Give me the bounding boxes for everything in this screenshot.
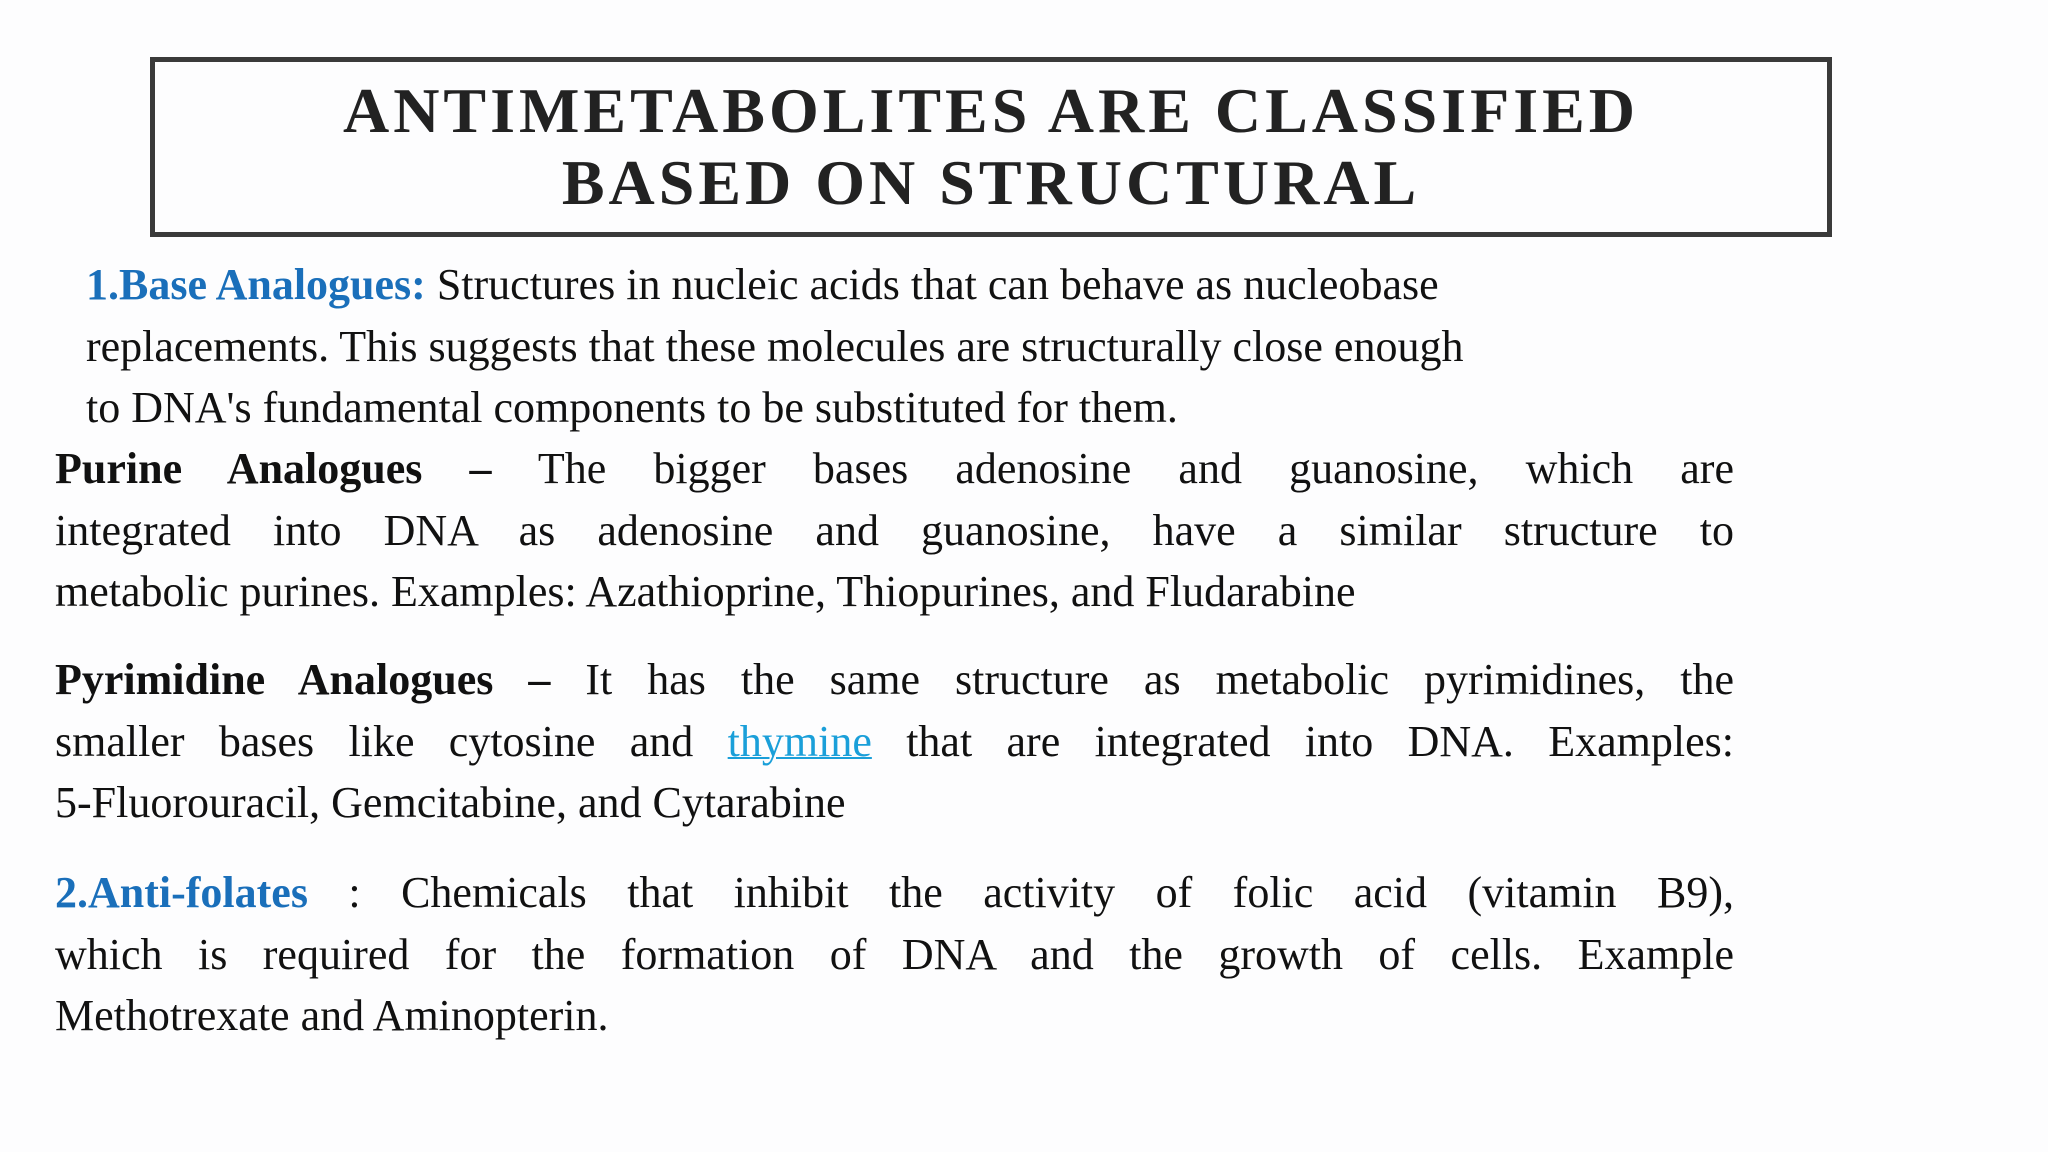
pyrimidine-text-2a: smaller bases like cytosine and [55, 716, 728, 766]
base-analogues-text-1: Structures in nucleic acids that can behave as nucleobase [425, 260, 1439, 309]
thymine-link[interactable]: thymine [727, 716, 872, 766]
base-analogues-paragraph [86, 254, 1706, 439]
purine-heading: Purine Analogues – [55, 444, 492, 493]
title-line-2: BASED ON STRUCTURAL [561, 147, 1421, 218]
pyrimidine-text-3: 5-Fluorouracil, Gemcitabine, and Cytarabine [55, 778, 846, 827]
anti-folates-text-2: which is required for the formation of DNA and the growth of cells. Example [55, 929, 1734, 979]
anti-folates-text-1: : Chemicals that inhibit the activity of folic acid (vitamin B9), [307, 868, 1734, 917]
anti-folates-text-3: Methotrexate and Aminopterin. [55, 991, 609, 1040]
title-line-1: ANTIMETABOLITES ARE CLASSIFIED [342, 75, 1640, 146]
purine-paragraph [55, 438, 1734, 623]
purine-text-2: integrated into DNA as adenosine and guanosine, have a similar structure to [55, 505, 1734, 555]
base-analogues-heading: 1.Base Analogues: [86, 260, 426, 309]
pyrimidine-paragraph [55, 649, 1734, 834]
pyrimidine-text-2b: that are integrated into DNA. Examples: [871, 716, 1734, 766]
anti-folates-paragraph [55, 862, 1734, 1047]
anti-folates-heading: 2.Anti-folates [55, 868, 308, 917]
purine-text-3: metabolic purines. Examples: Azathioprine, Thiopurines, and Fludarabine [55, 567, 1356, 616]
title-box [150, 57, 1832, 237]
base-analogues-text-3: to DNA's fundamental components to be substituted for them. [86, 383, 1178, 432]
base-analogues-text-2: replacements. This suggests that these molecules are structurally close enough [86, 321, 1464, 371]
purine-text-1: The bigger bases adenosine and guanosine, which are [491, 444, 1734, 493]
pyrimidine-heading: Pyrimidine Analogues – [55, 655, 551, 704]
pyrimidine-text-1: It has the same structure as metabolic pyrimidines, the [550, 655, 1734, 704]
